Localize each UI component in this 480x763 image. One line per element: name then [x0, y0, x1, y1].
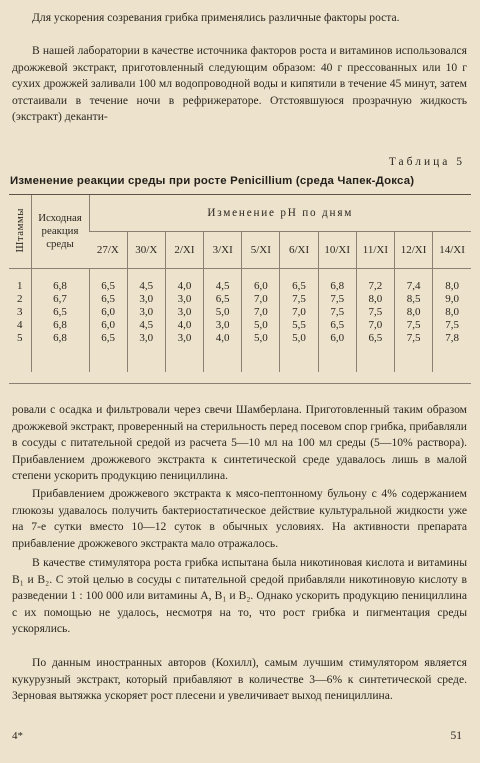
ph-value-cell: 7,8	[433, 332, 471, 372]
paragraph-vitamins: В качестве стимулятора роста грибка испытана была никотиновая кислота и витамины B₁ и B₂. С этой целью в сосуды с питательной средой прибавляли никотиновую кислоту в разведении 1 : 100 000 или витамины A, B₁ и B₂. Однако ускорить продукцию пенициллина с их помощью не удалось, несмотря на то, что рост грибка и пигментация среды ускорялись.	[12, 556, 467, 636]
table-title: Изменение реакции среды при росте Penicillium (среда Чапек-Докса)	[10, 175, 415, 187]
ph-value-cell: 6,5	[318, 319, 356, 332]
ph-value-cell: 3,0	[127, 306, 165, 319]
ph-value-cell: 7,5	[318, 306, 356, 319]
spacer-cell	[204, 269, 242, 281]
header-day: 11/XI	[356, 232, 394, 269]
ph-value-cell: 6,5	[89, 280, 127, 293]
spacer-cell	[242, 269, 280, 281]
ph-value-cell: 6,5	[204, 293, 242, 306]
table-row	[9, 280, 471, 293]
ph-value-cell: 5,0	[242, 332, 280, 372]
header-day: 12/XI	[395, 232, 433, 269]
initial-ph-cell: 6,8	[31, 319, 89, 332]
spacer-cell	[280, 269, 318, 281]
ph-value-cell: 7,5	[433, 319, 471, 332]
ph-value-cell: 4,5	[204, 280, 242, 293]
ph-value-cell: 6,5	[280, 280, 318, 293]
paragraph-intro: Для ускорения созревания грибка применялись различные факторы роста.	[32, 11, 400, 24]
table-body	[9, 269, 471, 373]
ph-value-cell: 6,0	[89, 319, 127, 332]
ph-value-cell: 6,5	[356, 332, 394, 372]
ph-value-cell: 8,0	[433, 280, 471, 293]
table-caption: Таблица 5	[388, 156, 465, 168]
initial-ph-cell: 6,8	[31, 332, 89, 372]
spacer-cell	[165, 269, 203, 281]
spacer-cell	[318, 269, 356, 281]
header-ph	[89, 195, 471, 232]
signature-mark: 4*	[12, 730, 23, 742]
paragraph-yeast-extract-part2: ровали с осадка и фильтровали через свечи Шамберлана. Приготовленный таким образом дрожжевой экстракт, проверенный на стерильность перед посевом спор грибка, прибавляли в сосуды с питательной средой из расчета 5—10 мл на 100 мл среды (5—10% раствора). Прибавлением дрожжевого экстракта к синтетической среде удавалось лишь в малой степени ускорить продукцию пенициллина.	[12, 403, 468, 483]
strain-cell: 5	[17, 332, 23, 344]
ph-value-cell: 5,0	[204, 306, 242, 319]
ph-value-cell: 9,0	[433, 293, 471, 306]
spacer-cell	[433, 269, 471, 281]
initial-ph-cell: 6,8	[31, 280, 89, 293]
header-ph-label: Изменение pH по дням	[207, 207, 354, 219]
spacer-cell	[89, 269, 127, 281]
header-day: 6/XI	[280, 232, 318, 269]
header-strain	[9, 195, 31, 269]
table-spacer-row	[9, 269, 471, 281]
table-row	[9, 332, 471, 372]
table-bottom-rule	[9, 383, 471, 384]
ph-value-cell: 6,8	[318, 280, 356, 293]
ph-value-cell: 4,0	[165, 319, 203, 332]
ph-value-cell: 3,0	[165, 293, 203, 306]
ph-value-cell: 6,5	[89, 293, 127, 306]
paragraph-yeast-extract-part1	[12, 43, 467, 126]
ph-value-cell: 7,4	[395, 280, 433, 293]
spacer-cell	[31, 269, 89, 281]
table-row	[9, 293, 471, 306]
paragraph-yeast-extract-text: В нашей лаборатории в качестве источника факторов роста и витаминов использовался дрожжевой экстракт, приготовленный следующим образом: 40 г прессованных или 10 г сухих дрожжей заливали 100 мл водопроводной воды и кипятили в течение 45 минут, затем отстаивали в течение ночи в рефрижераторе. Отстоявшуюся прозрачную жидкость (экстракт) деканти-	[12, 44, 467, 124]
ph-value-cell: 4,0	[204, 332, 242, 372]
ph-value-cell: 3,0	[204, 319, 242, 332]
ph-value-cell: 7,2	[356, 280, 394, 293]
ph-value-cell: 5,0	[242, 319, 280, 332]
paragraph-corn-extract: По данным иностранных авторов (Кохилл), самым лучшим стимулятором является кукурузный экстракт, который прибавляют в количестве 3—6% к синтетической среде. Зерновая вытяжка ускоряет рост плесени и увеличивает выход пенициллина.	[12, 656, 467, 703]
table-row	[9, 319, 471, 332]
ph-value-cell: 7,5	[280, 293, 318, 306]
strain-cell: 2	[17, 293, 23, 305]
ph-value-cell: 3,0	[165, 332, 203, 372]
ph-value-cell: 8,5	[395, 293, 433, 306]
ph-value-cell: 6,0	[89, 306, 127, 319]
paragraph-broth: Прибавлением дрожжевого экстракта к мясо-пептонному бульону с 4% содержанием глюкозы удавалось получить бактериостатическое действие культуральной жидкости уже на 7-е сутки вместо 10—12 суток в обычных условиях. На активности препарата прибавление дрожжевого экстракта мало отражалось.	[12, 487, 467, 550]
initial-ph-cell: 6,7	[31, 293, 89, 306]
ph-value-cell: 7,5	[318, 293, 356, 306]
spacer-cell	[127, 269, 165, 281]
ph-value-cell: 3,0	[127, 332, 165, 372]
ph-value-cell: 7,0	[280, 306, 318, 319]
table-row	[9, 306, 471, 319]
strain-cell: 3	[17, 306, 23, 318]
ph-value-cell: 6,0	[242, 280, 280, 293]
ph-value-cell: 7,5	[356, 306, 394, 319]
initial-ph-cell: 6,5	[31, 306, 89, 319]
ph-value-cell: 8,0	[395, 306, 433, 319]
header-initial-label: Исходная реакция среды	[38, 212, 82, 250]
ph-value-cell: 8,0	[356, 293, 394, 306]
header-initial	[31, 195, 89, 269]
ph-value-cell: 7,0	[242, 306, 280, 319]
ph-value-cell: 4,0	[165, 280, 203, 293]
header-day: 14/XI	[433, 232, 471, 269]
ph-value-cell: 3,0	[165, 306, 203, 319]
spacer-cell	[395, 269, 433, 281]
header-strain-label: Штаммы	[13, 207, 26, 253]
ph-value-cell: 6,0	[318, 332, 356, 372]
ph-value-cell: 7,0	[242, 293, 280, 306]
ph-value-cell: 5,5	[280, 319, 318, 332]
ph-value-cell: 3,0	[127, 293, 165, 306]
header-day: 2/XI	[165, 232, 203, 269]
header-day: 5/XI	[242, 232, 280, 269]
ph-value-cell: 7,0	[356, 319, 394, 332]
ph-value-cell: 7,5	[395, 319, 433, 332]
ph-value-cell: 4,5	[127, 319, 165, 332]
ph-value-cell: 5,0	[280, 332, 318, 372]
header-day: 27/X	[89, 232, 127, 269]
ph-value-cell: 7,5	[395, 332, 433, 372]
header-day: 3/XI	[204, 232, 242, 269]
spacer-cell	[356, 269, 394, 281]
strain-cell: 4	[17, 319, 23, 331]
header-day: 10/XI	[318, 232, 356, 269]
ph-value-cell: 4,5	[127, 280, 165, 293]
header-day: 30/X	[127, 232, 165, 269]
ph-value-cell: 6,5	[89, 332, 127, 372]
page-number: 51	[450, 730, 462, 742]
ph-value-cell: 8,0	[433, 306, 471, 319]
spacer-cell	[9, 269, 31, 281]
ph-table	[9, 195, 471, 372]
strain-cell: 1	[17, 280, 23, 292]
